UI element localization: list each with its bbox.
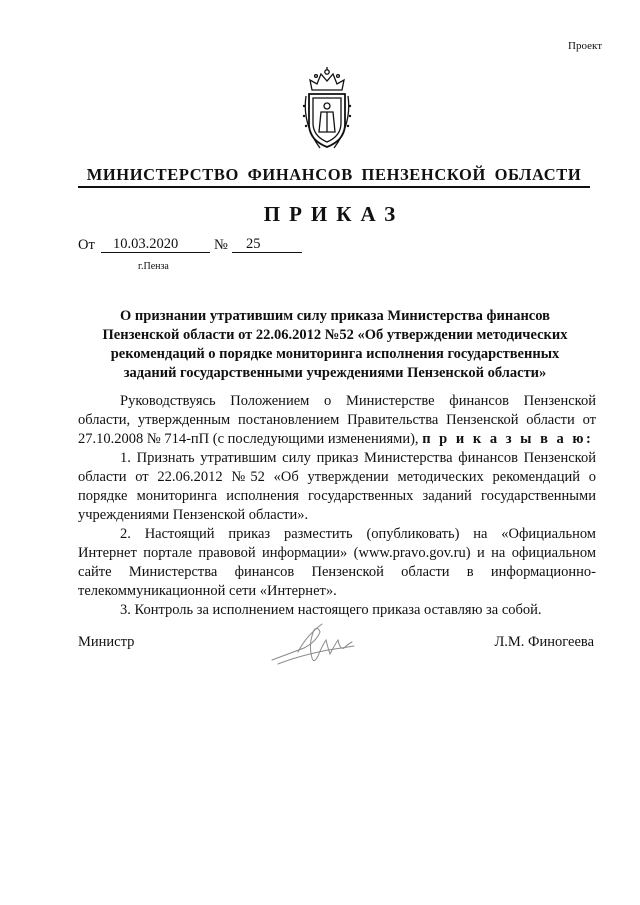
- number-value: 25: [246, 236, 261, 252]
- order-phrase: п р и к а з ы в а ю:: [422, 431, 594, 447]
- preamble-text: Руководствуясь Положением о Министерстве финансов Пензенской области, утвержденным постановлением Правительства Пензенской области от 27.10.2008 № 714-пП (с последующими изменениями),: [78, 393, 596, 447]
- order-body: [78, 392, 596, 620]
- header-divider: [78, 186, 590, 188]
- order-item-3: 3. Контроль за исполнением настоящего приказа оставляю за собой.: [120, 602, 542, 618]
- city-label: г.Пенза: [138, 261, 169, 272]
- document-type-title: ПРИКАЗ: [263, 202, 405, 226]
- coat-of-arms-icon: [300, 66, 354, 152]
- draft-label: Проект: [568, 40, 602, 52]
- order-item-2: 2. Настоящий приказ разместить (опубликовать) на «Официальном Интернет портале правовой информации» (www.pravo.gov.ru) и на официальном сайте Министерства финансов Пензенской области в информационно-телекоммуникационной сети «Интернет».: [78, 526, 596, 599]
- order-subject: О признании утратившим силу приказа Министерства финансов Пензенской области от 22.06.2012 №52 «Об утверждении методических рекомендаций о порядке мониторинга исполнения государственных заданий государственными учреждениями Пензенской области»: [102, 308, 568, 381]
- date-prefix: От: [78, 237, 95, 253]
- date-value: 10.03.2020: [113, 236, 179, 252]
- ministry-name: МИНИСТЕРСТВО ФИНАНСОВ ПЕНЗЕНСКОЙ ОБЛАСТИ: [86, 165, 582, 184]
- preamble-paragraph: [78, 392, 596, 449]
- signer-name: Л.М. Финогеева: [494, 634, 594, 650]
- number-field: [232, 237, 302, 253]
- number-sign: №: [214, 237, 228, 253]
- signature-icon: [268, 618, 364, 670]
- signer-position: Министр: [78, 634, 135, 650]
- order-item-1: 1. Признать утратившим силу приказ Министерства финансов Пензенской области от 22.06.2012 №52 «Об утверждении методических рекомендаций о порядке мониторинга исполнения государственных заданий государственными учреждениями Пензенской области».: [78, 450, 596, 523]
- date-field: [101, 237, 210, 253]
